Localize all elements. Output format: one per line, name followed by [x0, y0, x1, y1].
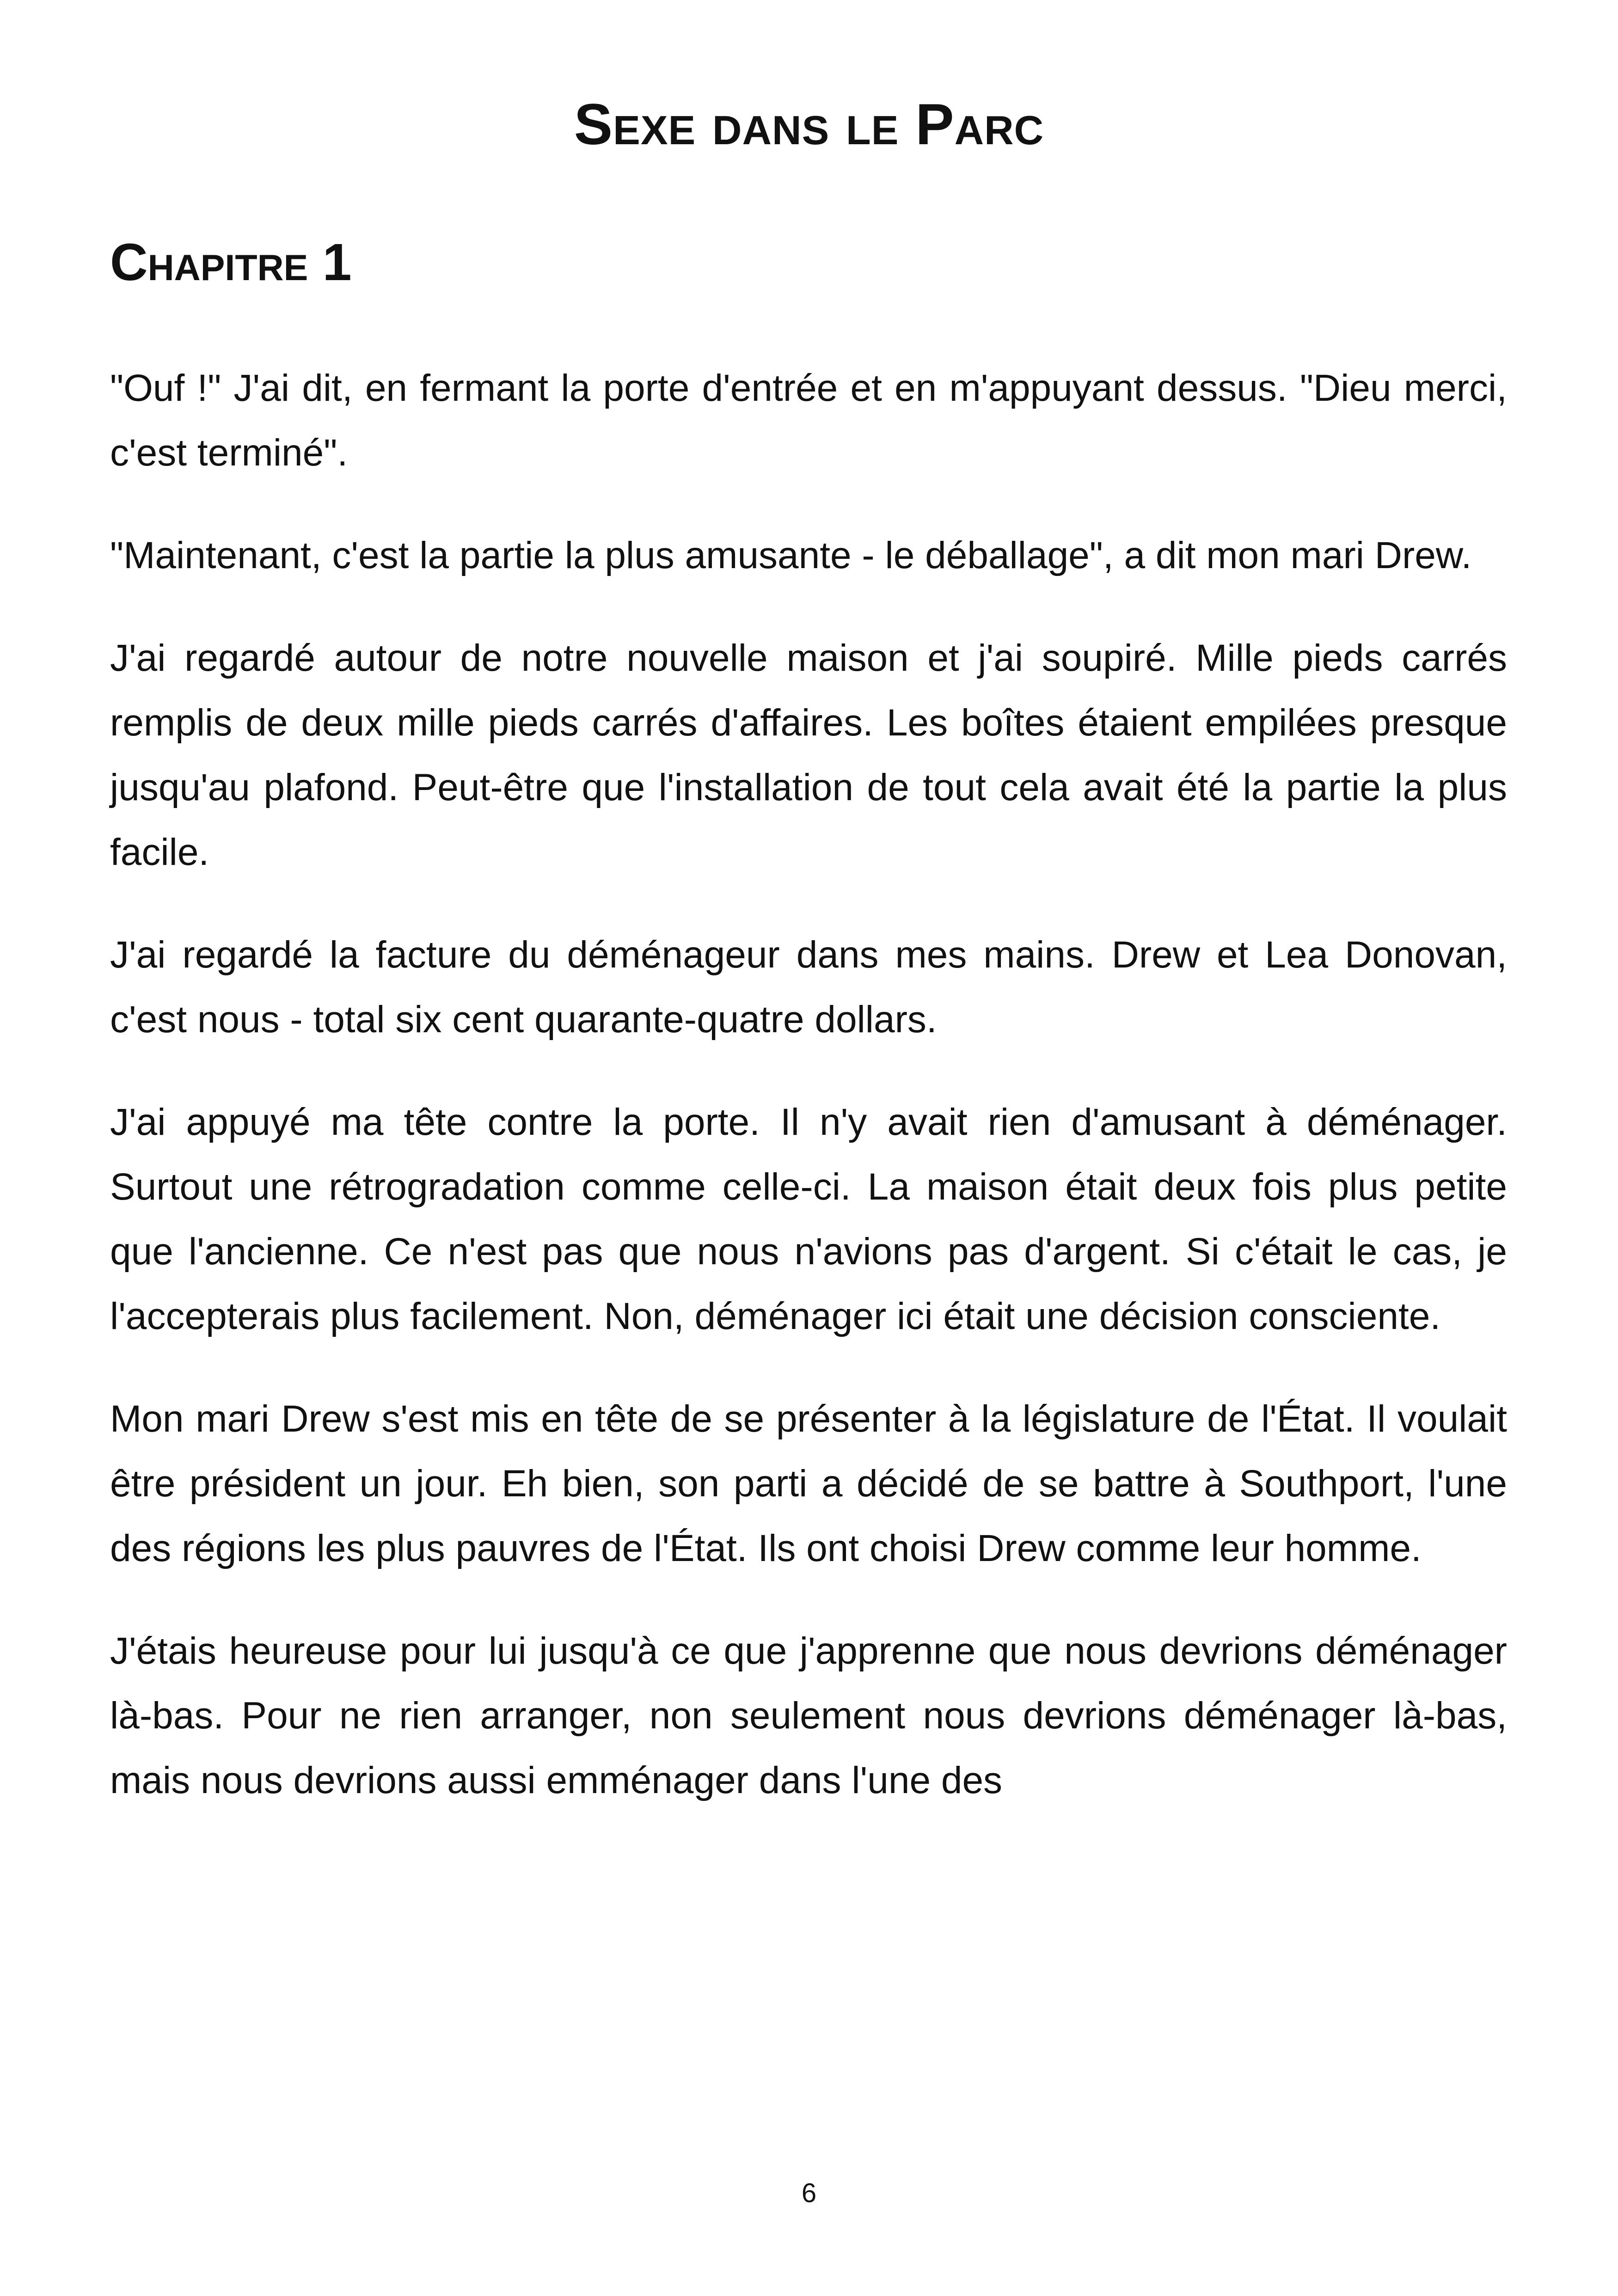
paragraph: J'étais heureuse pour lui jusqu'à ce que j'apprenne que nous devrions déménager là-bas. Pour ne rien arranger, non seulement nous devrions déménager là-bas, mais nous devrions aussi emménager dans l'une des	[110, 1630, 1507, 1801]
paragraph: "Ouf !" J'ai dit, en fermant la porte d'entrée et en m'appuyant dessus. "Dieu merci, c'est terminé".	[110, 367, 1507, 474]
paragraph: "Maintenant, c'est la partie la plus amusante - le déballage", a dit mon mari Drew.	[110, 534, 1472, 576]
book-title: Sexe dans le Parc	[574, 92, 1044, 157]
chapter-title: Chapitre 1	[110, 233, 352, 291]
paragraph: J'ai regardé autour de notre nouvelle maison et j'ai soupiré. Mille pieds carrés remplis de deux mille pieds carrés d'affaires. Les boîtes étaient empilées presque jusqu'au plafond. Peut-être que l'installation de tout cela avait été la partie la plus facile.	[110, 637, 1507, 873]
paragraph: Mon mari Drew s'est mis en tête de se présenter à la législature de l'État. Il voulait être président un jour. Eh bien, son parti a décidé de se battre à Southport, l'une des régions les plus pauvres de l'État. Ils ont choisi Drew comme leur homme.	[110, 1398, 1507, 1569]
paragraph: J'ai appuyé ma tête contre la porte. Il n'y avait rien d'amusant à déménager. Surtout une rétrogradation comme celle-ci. La maison était deux fois plus petite que l'ancienne. Ce n'est pas que nous n'avions pas d'argent. Si c'était le cas, je l'accepterais plus facilement. Non, déménager ici était une décision consciente.	[110, 1101, 1507, 1337]
page-number: 6	[801, 2178, 817, 2208]
paragraph: J'ai regardé la facture du déménageur dans mes mains. Drew et Lea Donovan, c'est nous - total six cent quarante-quatre dollars.	[110, 934, 1507, 1041]
chapter-body	[110, 356, 1507, 1851]
